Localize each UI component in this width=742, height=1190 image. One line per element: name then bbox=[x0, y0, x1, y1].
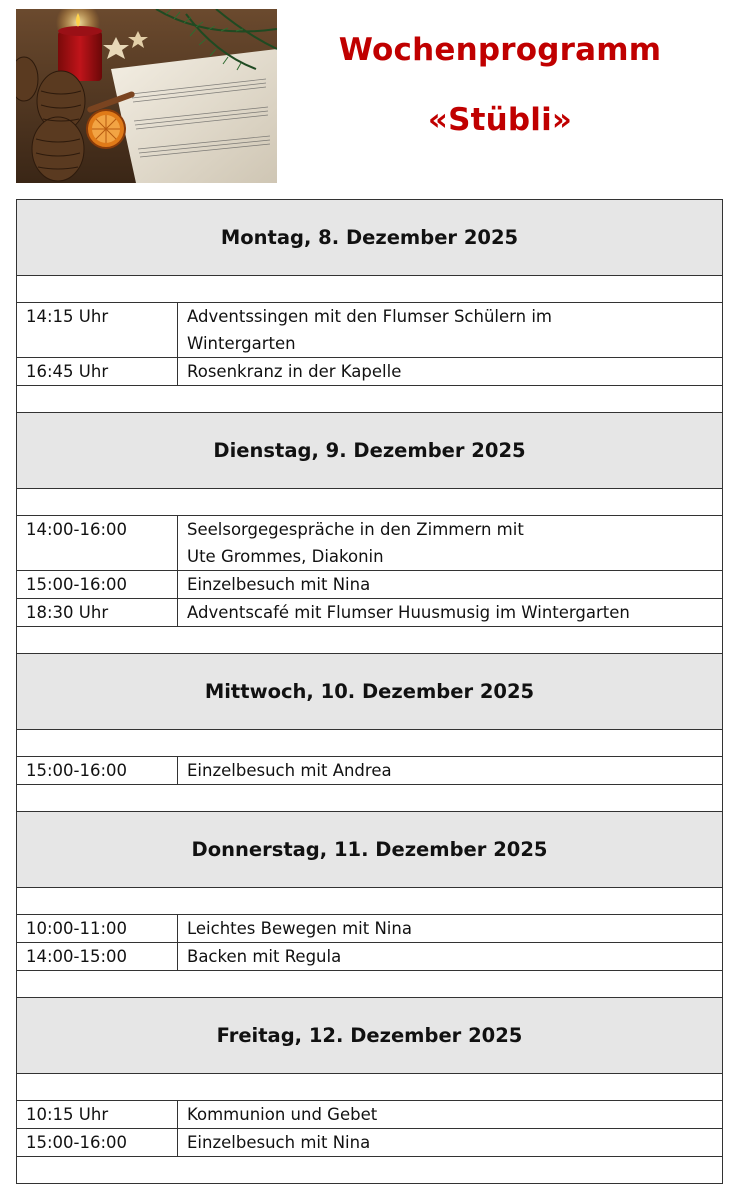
event-description-line: Einzelbesuch mit Andrea bbox=[187, 761, 392, 780]
day-header: Donnerstag, 11. Dezember 2025 bbox=[16, 812, 723, 888]
day-header: Freitag, 12. Dezember 2025 bbox=[16, 998, 723, 1074]
schedule-row bbox=[16, 571, 723, 599]
event-description bbox=[178, 943, 722, 970]
event-time: 16:45 Uhr bbox=[17, 358, 178, 385]
event-time: 15:00-16:00 bbox=[17, 757, 178, 784]
schedule-row bbox=[16, 516, 723, 571]
event-description-line: Einzelbesuch mit Nina bbox=[187, 575, 371, 594]
spacer-row bbox=[16, 627, 723, 654]
schedule-row bbox=[16, 303, 723, 358]
schedule-row bbox=[16, 1129, 723, 1157]
event-time: 10:15 Uhr bbox=[17, 1101, 178, 1128]
event-description-line: Rosenkranz in der Kapelle bbox=[187, 362, 402, 381]
event-description bbox=[178, 571, 722, 598]
spacer-row bbox=[16, 888, 723, 915]
event-description bbox=[178, 303, 722, 357]
page-title: Wochenprogramm bbox=[338, 32, 662, 68]
event-description-line: Wintergarten bbox=[187, 334, 296, 353]
schedule-row bbox=[16, 915, 723, 943]
event-description-line: Seelsorgegespräche in den Zimmern mit bbox=[187, 520, 524, 539]
spacer-row bbox=[16, 276, 723, 303]
event-description-line: Adventssingen mit den Flumser Schülern im bbox=[187, 307, 553, 326]
spacer-row bbox=[16, 1157, 723, 1184]
event-description bbox=[178, 915, 722, 942]
event-time: 15:00-16:00 bbox=[17, 571, 178, 598]
event-time: 18:30 Uhr bbox=[17, 599, 178, 626]
event-time: 14:15 Uhr bbox=[17, 303, 178, 357]
day-header: Montag, 8. Dezember 2025 bbox=[16, 200, 723, 276]
event-description bbox=[178, 1101, 722, 1128]
weekly-schedule-table bbox=[16, 199, 723, 1184]
event-description bbox=[178, 757, 722, 784]
spacer-row bbox=[16, 386, 723, 413]
event-time: 10:00-11:00 bbox=[17, 915, 178, 942]
event-description-line: Kommunion und Gebet bbox=[187, 1105, 378, 1124]
day-header: Mittwoch, 10. Dezember 2025 bbox=[16, 654, 723, 730]
event-description-line: Leichtes Bewegen mit Nina bbox=[187, 919, 412, 938]
event-time: 15:00-16:00 bbox=[17, 1129, 178, 1156]
schedule-row bbox=[16, 943, 723, 971]
event-description bbox=[178, 1129, 722, 1156]
event-description-line: Ute Grommes, Diakonin bbox=[187, 547, 384, 566]
schedule-row bbox=[16, 599, 723, 627]
day-header: Dienstag, 9. Dezember 2025 bbox=[16, 413, 723, 489]
schedule-row bbox=[16, 358, 723, 386]
candle-pinecones-sheet-music-photo bbox=[16, 9, 277, 183]
spacer-row bbox=[16, 971, 723, 998]
schedule-row bbox=[16, 757, 723, 785]
spacer-row bbox=[16, 489, 723, 516]
spacer-row bbox=[16, 1074, 723, 1101]
header-photo bbox=[16, 9, 277, 183]
page-subtitle: «Stübli» bbox=[427, 102, 573, 138]
event-description bbox=[178, 358, 722, 385]
event-time: 14:00-16:00 bbox=[17, 516, 178, 570]
event-description bbox=[178, 599, 722, 626]
schedule-row bbox=[16, 1101, 723, 1129]
spacer-row bbox=[16, 785, 723, 812]
event-description bbox=[178, 516, 722, 570]
spacer-row bbox=[16, 730, 723, 757]
event-description-line: Backen mit Regula bbox=[187, 947, 342, 966]
event-description-line: Adventscafé mit Flumser Huusmusig im Wintergarten bbox=[187, 603, 630, 622]
event-description-line: Einzelbesuch mit Nina bbox=[187, 1133, 371, 1152]
event-time: 14:00-15:00 bbox=[17, 943, 178, 970]
